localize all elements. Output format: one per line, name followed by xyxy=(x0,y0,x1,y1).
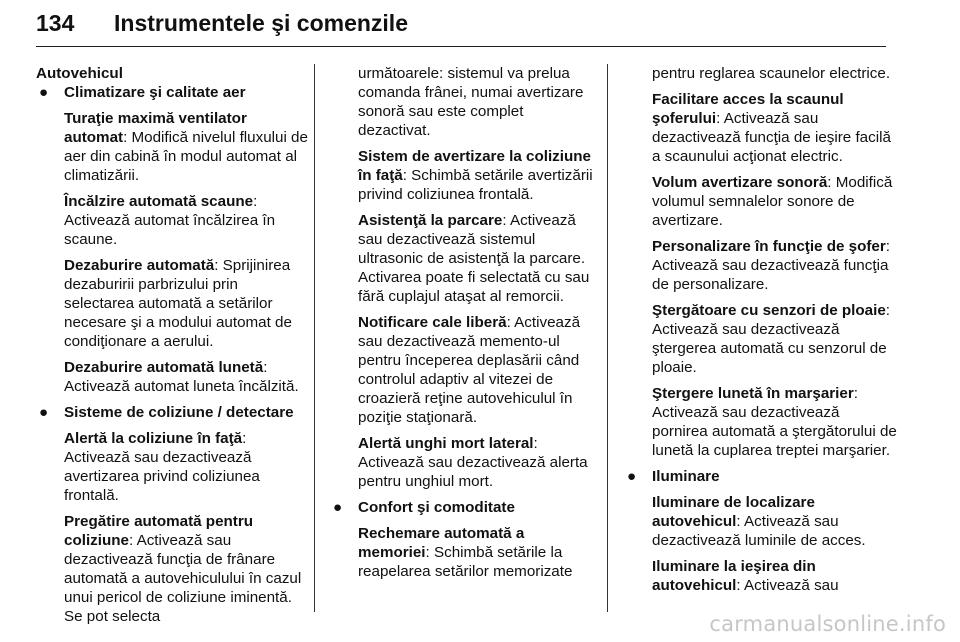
setting-term: Iluminare de localizare autovehicul xyxy=(652,494,815,530)
setting-description: : Activează automat luneta încălzită. xyxy=(64,359,299,395)
setting-description: : Activează sau dezactivează sistemul ultrasonic de asistenţă la parcare. Activarea poate fi selectată cu sau fără cuplajul ataşat al remorcii. xyxy=(358,212,590,305)
column-1 xyxy=(36,64,310,626)
setting-term: Dezaburire automată xyxy=(64,257,215,274)
bullet-icon: ● xyxy=(39,84,49,101)
setting-description: : Activează sau dezactivează ştergerea automată cu senzorul de ploaie. xyxy=(652,302,891,376)
setting-entry xyxy=(64,512,310,626)
setting-description: : Modifică nivelul fluxului de aer din cabină în modul automat al climatizării. xyxy=(64,129,308,184)
setting-description: : Activează sau dezactivează alerta pentru unghiul mort. xyxy=(358,435,588,490)
page-number: 134 xyxy=(36,10,75,36)
setting-term: Ştergere lunetă în marşarier xyxy=(652,385,854,402)
setting-description: : Activează sau dezactivează funcţia de personalizare. xyxy=(652,238,891,293)
bullet-item xyxy=(36,83,310,102)
setting-description: : Activează sau dezactivează pornirea automată a ştergătorului de lunetă la cuplarea treptei marşarier. xyxy=(652,385,897,459)
setting-description: : Activează sau dezactivează avertizarea privind coliziunea frontală. xyxy=(64,430,260,504)
setting-entry xyxy=(358,524,596,581)
setting-term: Facilitare acces la scaunul şoferului xyxy=(652,91,844,127)
setting-entry xyxy=(64,256,310,351)
setting-description: : Sprijinirea dezaburirii parbrizului prin selectarea automată a setărilor necesare şi a modului automat de condiţionare a aerului. xyxy=(64,257,292,350)
setting-entry xyxy=(652,301,897,377)
setting-term: Iluminare la ieşirea din autovehicul xyxy=(652,558,816,594)
setting-term: Sistem de avertizare la coliziune în faţă xyxy=(358,148,591,184)
continued-text: următoarele: sistemul va prelua comanda frânei, numai avertizare sonoră sau este complet dezactivat. xyxy=(358,65,584,139)
setting-entry xyxy=(652,557,897,595)
setting-entry xyxy=(358,313,596,427)
bullet-icon: ● xyxy=(627,468,637,485)
bullet-icon: ● xyxy=(333,499,343,516)
setting-description: : Modifică volumul semnalelor sonore de avertizare. xyxy=(652,174,893,229)
section-heading: Autovehicul xyxy=(36,65,123,82)
column-divider-1 xyxy=(314,64,315,612)
setting-term: Personalizare în funcţie de şofer xyxy=(652,238,886,255)
setting-entry xyxy=(652,384,897,460)
setting-entry xyxy=(652,237,897,294)
setting-term: Încălzire automată scaune xyxy=(64,193,254,210)
setting-description: : Activează sau dezactivează funcţia de frânare automată a autovehiculului în cazul unui pericol de coliziune iminentă. Se pot selecta xyxy=(64,532,302,625)
setting-entry xyxy=(64,192,310,249)
setting-entry xyxy=(652,493,897,550)
bullet-label: Sisteme de coliziune / detectare xyxy=(64,404,294,421)
setting-description: : Activează sau dezactivează funcţia de ieşire facilă a scaunului acţionat electric. xyxy=(652,110,891,165)
setting-term: Ştergătoare cu senzori de ploaie xyxy=(652,302,886,319)
setting-description: : Activează sau xyxy=(736,577,839,594)
setting-entry xyxy=(64,358,310,396)
column-2 xyxy=(333,64,596,581)
bullet-label: Climatizare şi calitate aer xyxy=(64,84,246,101)
setting-term: Asistenţă la parcare xyxy=(358,212,503,229)
setting-description: : Activează sau dezactivează memento-ul pentru începerea deplasării când controlul adaptiv al vitezei de croazieră reţine autovehiculul în poziţie staţionară. xyxy=(358,314,581,426)
column-3 xyxy=(627,64,897,595)
bullet-item xyxy=(36,403,310,422)
setting-entry xyxy=(358,147,596,204)
bullet-item xyxy=(330,498,596,517)
bullet-item xyxy=(624,467,897,486)
setting-entry xyxy=(652,173,897,230)
page-header xyxy=(36,6,886,46)
setting-description: : Activează sau dezactivează luminile de acces. xyxy=(652,513,866,549)
setting-term: Notificare cale liberă xyxy=(358,314,507,331)
setting-entry xyxy=(652,90,897,166)
setting-entry xyxy=(64,429,310,505)
continued-text: pentru reglarea scaunelor electrice. xyxy=(652,65,891,82)
setting-entry xyxy=(358,211,596,306)
setting-term: Alertă la coliziune în faţă xyxy=(64,430,243,447)
bullet-label: Iluminare xyxy=(652,468,720,485)
bullet-icon: ● xyxy=(39,404,49,421)
setting-entry xyxy=(358,434,596,491)
header-rule xyxy=(36,46,886,47)
setting-description: : Schimbă setările la reapelarea setărilor memorizate xyxy=(358,544,573,580)
bullet-label: Confort şi comoditate xyxy=(358,499,515,516)
setting-term: Pregătire automată pentru coliziune xyxy=(64,513,254,549)
page-title: Instrumentele şi comenzile xyxy=(114,10,408,36)
setting-term: Alertă unghi mort lateral xyxy=(358,435,534,452)
setting-term: Dezaburire automată lunetă xyxy=(64,359,264,376)
setting-description: : Schimbă setările avertizării privind coliziunea frontală. xyxy=(358,167,593,203)
setting-term: Rechemare automată a memoriei xyxy=(358,525,525,561)
setting-description: : Activează automat încălzirea în scaune. xyxy=(64,193,276,248)
setting-term: Volum avertizare sonoră xyxy=(652,174,828,191)
setting-term: Turaţie maximă ventilator automat xyxy=(64,110,247,146)
watermark: carmanualsonline.info xyxy=(709,612,946,636)
column-divider-2 xyxy=(607,64,608,612)
setting-entry xyxy=(64,109,310,185)
